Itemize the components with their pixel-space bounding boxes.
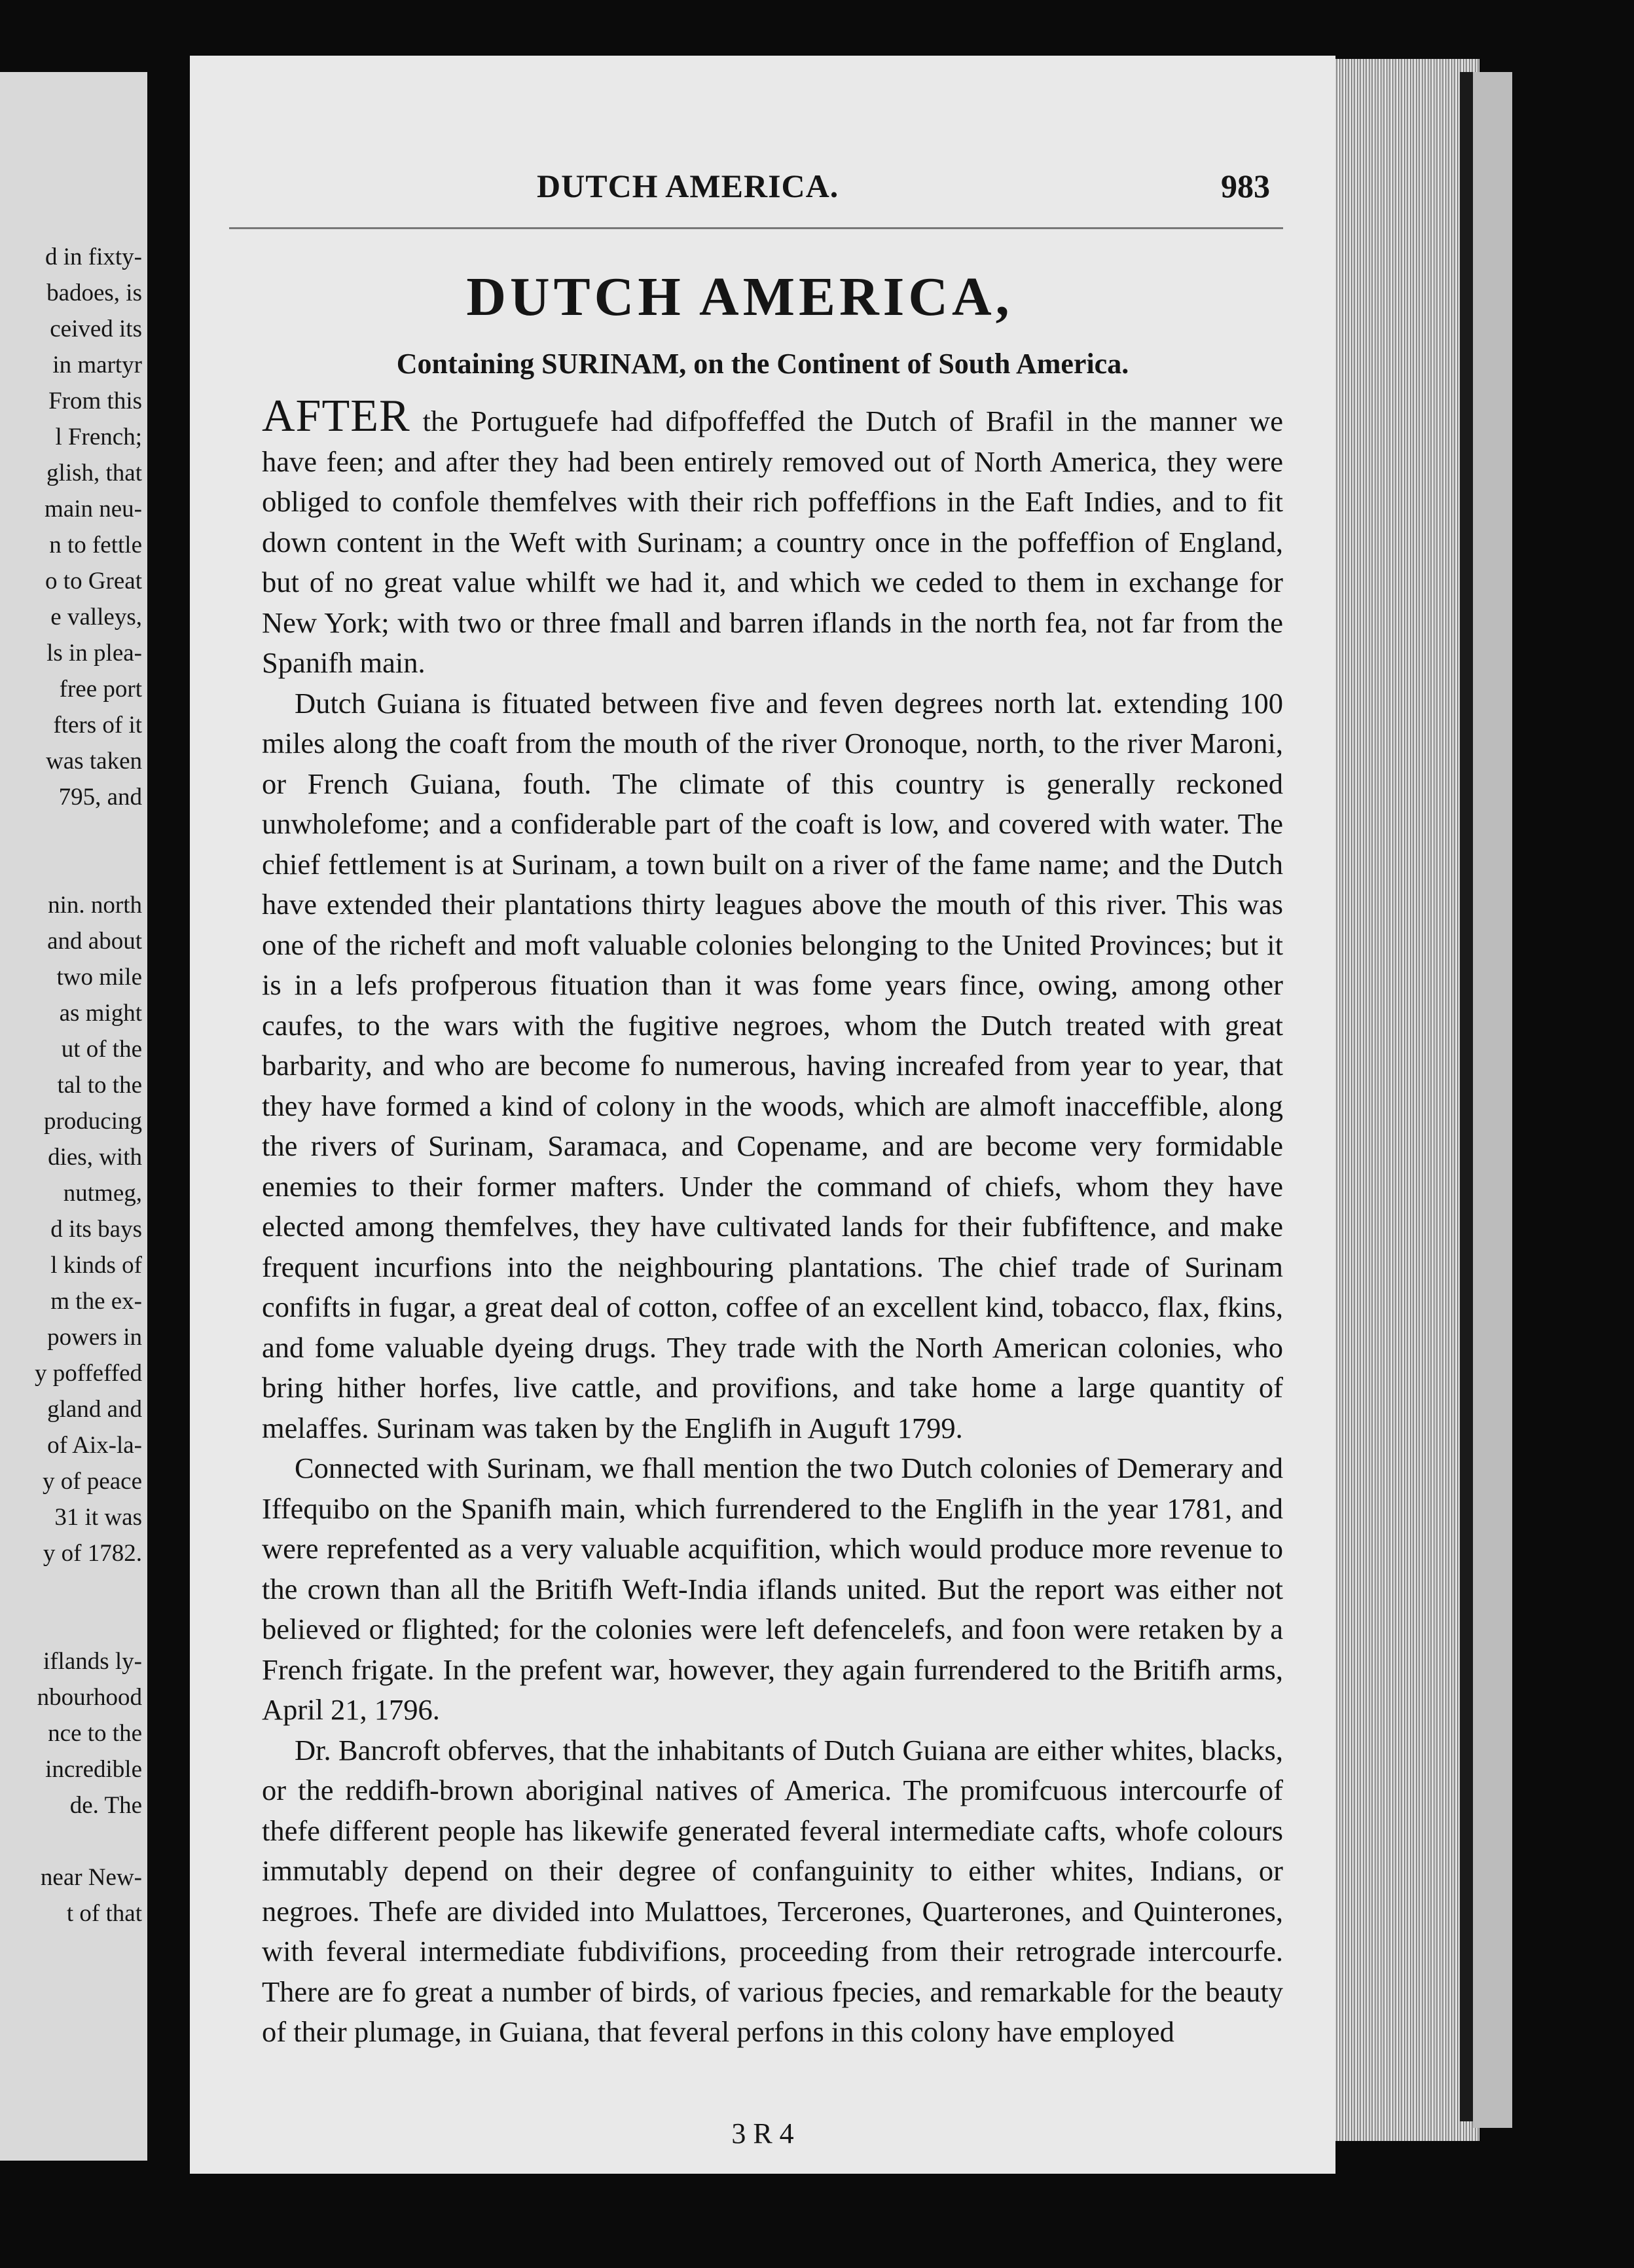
paragraph: Dr. Bancroft obferves, that the inhabitants of Dutch Guiana are either whites, blacks, or the reddifh-brown aboriginal natives of America. The promifcuous intercourfe of thefe different people has likewife generated feveral intermediate cafts, whofe colours immutably depend on their degree of confanguinity to either whites, Indians, or negroes. Thefe are divided into Mulattoes, Tercerones, Quarterones, and Quinterones, with feveral intermediate fubdivifions, proceeding from their retrograde intercourfe. There are fo great a number of birds, of various fpecies, and remarkable for the beauty of their plumage, in Guiana, that feveral perfons in this colony have employed (262, 1733, 1283, 2048)
facing-page-line: of Aix-la- (47, 1432, 142, 1459)
body-text (262, 391, 1283, 2053)
facing-page-gap (0, 815, 147, 887)
header-rule (229, 227, 1283, 229)
facing-page-block-a (0, 239, 147, 815)
chapter-subtitle: Containing SURINAM, on the Continent of South America. (396, 348, 1129, 380)
facing-page-line: badoes, is (46, 280, 142, 306)
facing-page-line: l French; (55, 424, 142, 450)
facing-page-line: nbourhood (37, 1684, 142, 1711)
book-page (190, 56, 1335, 2174)
book-cover-edge (1473, 72, 1512, 2128)
facing-page-line: nutmeg, (63, 1180, 142, 1207)
facing-page-line: was taken (46, 748, 142, 775)
facing-page-line: o to Great (45, 568, 142, 594)
paragraph (262, 391, 1283, 684)
facing-page-line: n to fettle (49, 532, 142, 558)
facing-page-gap (0, 1823, 147, 1859)
facing-page-line: t of that (66, 1900, 142, 1927)
facing-page-line: fters of it (53, 712, 142, 739)
facing-page-line: dies, with (48, 1144, 142, 1171)
facing-page-line: l kinds of (50, 1252, 142, 1279)
facing-page-line: tal to the (57, 1072, 142, 1099)
facing-page-line: de. The (69, 1792, 142, 1819)
facing-page-line: near New- (40, 1864, 142, 1891)
paragraph: Dutch Guiana is fituated between five and feven degrees north lat. extending 100 miles along the coaft from the mouth of the river Oronoque, north, to the river Maroni, or French Guiana, fouth. The climate of this country is generally reckoned unwholefome; and a confiderable part of the coaft is low, and covered with water. The chief fettlement is at Surinam, a town built on a river of the fame name; and the Dutch have extended their plantations thirty leagues above the mouth of this river. This was one of the richeft and moft valuable colonies belonging to the United Provinces; but it is in a lefs profperous fituation than it was fome years fince, owing, among other caufes, to the wars with the fugitive negroes, whom the Dutch treated with great barbarity, and who are become fo numerous, having increafed from year to year, that they have formed a kind of colony in the woods, which are almoft inacceffible, along the rivers of Surinam, Saramaca, and Copename, and are become very formidable enemies to their former mafters. Under the command of chiefs, whom they have elected among themfelves, they have cultivated lands for their fubfiftence, and make frequent incurfions into the neighbouring plantations. The chief trade of Surinam confifts in fugar, a great deal of cotton, coffee of an excellent kind, tobacco, flax, fkins, and fome valuable dyeing drugs. They trade with the North American colonies, who bring hither horfes, live cattle, and provifions, and take home a large quantity of melaffes. Surinam was taken by the Englifh in Auguft 1799. (262, 686, 1283, 1444)
facing-page-line: producing (43, 1108, 142, 1135)
facing-page-line: d its bays (50, 1216, 142, 1243)
facing-page-text (0, 239, 147, 1931)
chapter-title: DUTCH AMERICA, (466, 266, 1013, 327)
facing-page-line: d in fixty- (45, 244, 142, 270)
facing-page-gap (0, 1571, 147, 1643)
facing-page-line: ceived its (50, 316, 142, 342)
facing-page-line: nce to the (48, 1720, 142, 1747)
running-title: DUTCH AMERICA. (537, 168, 839, 204)
page-number: 983 (1221, 168, 1270, 204)
paragraph-text: the Portuguefe had difpoffeffed the Dutch of Brafil in the manner we have feen; and after they had been entirely removed out of North America, they were obliged to confole themfelves with their rich poffeffions in the Eaft Indies, and to fit down content in the Weft with Surinam; a country once in the poffeffion of England, but of no great value whilft we had it, and which we ceded to them in exchange for New York; with two or three fmall and barren iflands in the north fea, not far from the Spanifh main. (262, 405, 1283, 679)
paragraph: Connected with Surinam, we fhall mention the two Dutch colonies of Demerary and Iffequibo on the Spanifh main, which furrendered to the Englifh in the year 1781, and were reprefented as a very valuable acquifition, which would produce more revenue to the crown than all the Britifh Weft-India iflands united. But the report was either not believed or flighted; for the colonies were left defencelefs, and foon were retaken by a French frigate. In the prefent war, however, they again furrendered to the Britifh arms, April 21, 1796. (262, 1452, 1283, 1726)
facing-page-line: 795, and (58, 784, 142, 811)
facing-page-line: ls in plea- (46, 640, 142, 667)
page-edges (1322, 59, 1480, 2141)
facing-page-block-c (0, 1643, 147, 1823)
facing-page-line: iflands ly- (43, 1648, 142, 1675)
facing-page-line: nin. north (48, 892, 142, 919)
facing-page-line: free port (59, 676, 142, 703)
facing-page-block-d (0, 1859, 147, 1931)
facing-page-line: m the ex- (50, 1288, 142, 1315)
facing-page-line: ut of the (61, 1036, 142, 1063)
facing-page-block-b (0, 887, 147, 1571)
facing-page-line: e valleys, (50, 604, 142, 631)
facing-page-line: main neu- (45, 496, 142, 522)
facing-page-line: From this (48, 388, 142, 414)
facing-page-line: two mile (56, 964, 142, 991)
facing-page-line: incredible (45, 1756, 142, 1783)
facing-page-line: gland and (47, 1396, 142, 1423)
facing-page-line: y of 1782. (43, 1540, 142, 1567)
facing-page-line: powers in (47, 1324, 142, 1351)
running-head (190, 167, 1335, 206)
facing-page (0, 72, 147, 2161)
facing-page-line: 31 it was (54, 1504, 142, 1531)
facing-page-line: as might (59, 1000, 142, 1027)
facing-page-line: in martyr (52, 352, 142, 378)
printer-signature: 3 R 4 (731, 2117, 794, 2149)
facing-page-line: y of peace (42, 1468, 142, 1495)
facing-page-line: glish, that (46, 460, 142, 486)
facing-page-line: and about (47, 928, 142, 955)
facing-page-line: y poffeffed (34, 1360, 142, 1387)
paragraph-lead: AFTER (262, 391, 410, 441)
